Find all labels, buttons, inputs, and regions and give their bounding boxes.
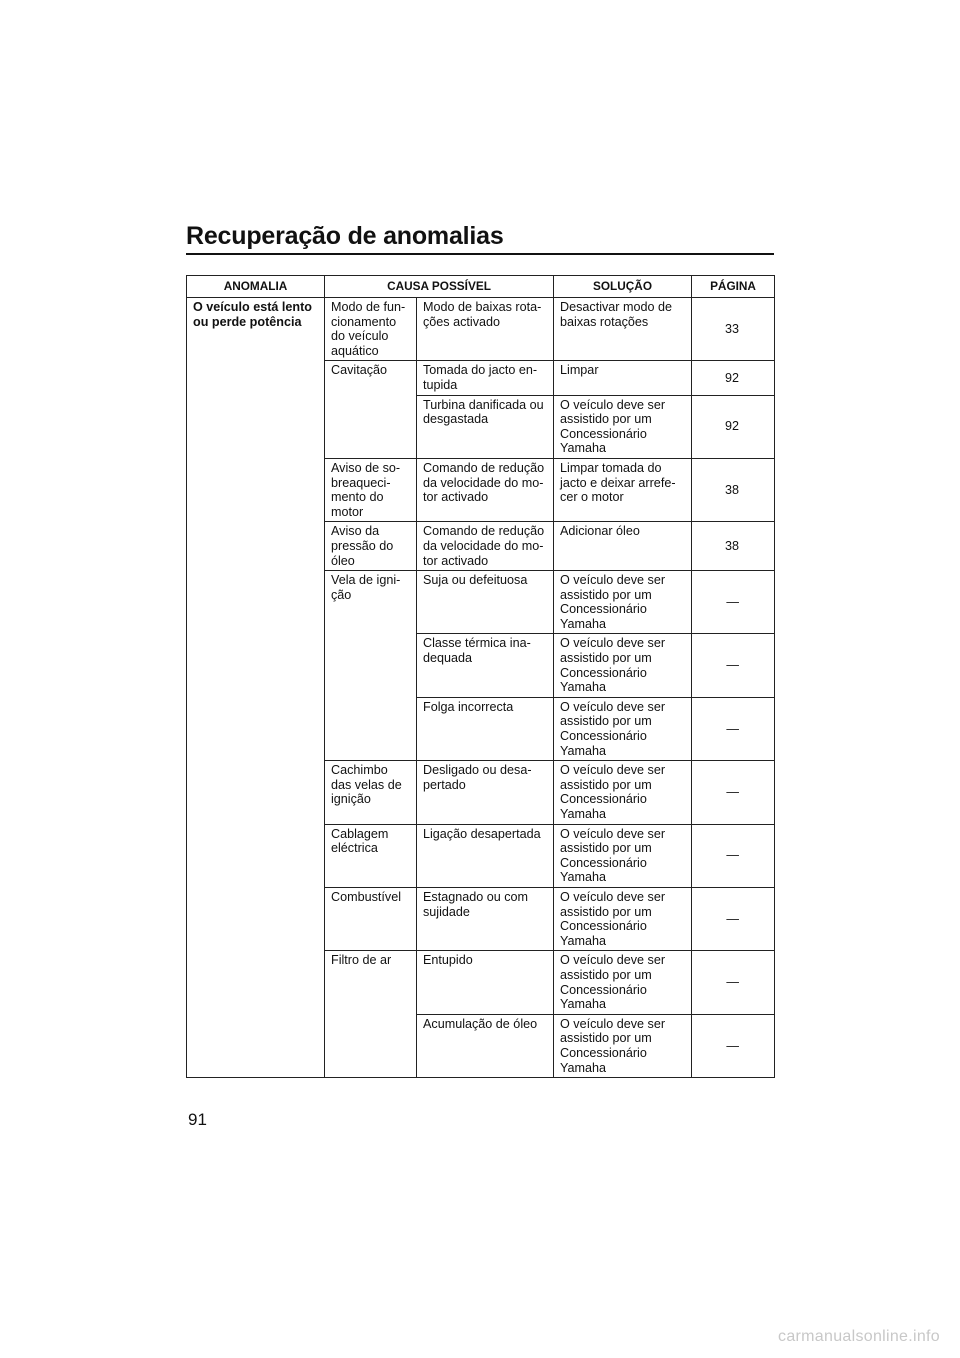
cause-cell: Combustível [325,887,417,950]
page-ref-cell: — [692,951,775,1014]
solution-cell: O veículo deve ser assistido por um Concessionário Yamaha [554,634,692,697]
cause-cell: Cavitação [325,361,417,459]
page-ref-cell: — [692,697,775,760]
page-ref-cell: — [692,634,775,697]
solution-cell: O veículo deve ser assistido por um Concessionário Yamaha [554,761,692,824]
page-ref-cell: 92 [692,361,775,395]
page-ref-cell: 92 [692,395,775,458]
cause-cell: Cablagem eléctrica [325,824,417,887]
page-ref-cell: — [692,761,775,824]
cause-detail-cell: Desligado ou desa- pertado [417,761,554,824]
solution-cell: O veículo deve ser assistido por um Concessionário Yamaha [554,697,692,760]
troubleshooting-table [186,275,775,1078]
solution-cell: O veículo deve ser assistido por um Concessionário Yamaha [554,824,692,887]
page-ref-cell: — [692,824,775,887]
header-causa-possivel: CAUSA POSSÍVEL [325,276,554,298]
page-ref-cell: 38 [692,522,775,571]
cause-detail-cell: Comando de redução da velocidade do mo- tor activado [417,522,554,571]
cause-detail-cell: Modo de baixas rota- ções activado [417,298,554,361]
cause-detail-cell: Acumulação de óleo [417,1014,554,1077]
cause-cell: Cachimbo das velas de ignição [325,761,417,824]
cause-detail-cell: Estagnado ou com sujidade [417,887,554,950]
solution-cell: Desactivar modo de baixas rotações [554,298,692,361]
page-ref-cell: — [692,1014,775,1077]
watermark: carmanualsonline.info [778,1328,940,1345]
page-ref-cell: — [692,887,775,950]
cause-cell: Vela de igni- ção [325,571,417,761]
cause-detail-cell: Entupido [417,951,554,1014]
header-pagina: PÁGINA [692,276,775,298]
cause-cell: Aviso de so- breaqueci- mento do motor [325,458,417,521]
page-ref-cell: 38 [692,458,775,521]
solution-cell: O veículo deve ser assistido por um Concessionário Yamaha [554,571,692,634]
solution-cell: O veículo deve ser assistido por um Concessionário Yamaha [554,887,692,950]
solution-cell: Limpar [554,361,692,395]
header-anomalia: ANOMALIA [187,276,325,298]
cause-cell: Aviso da pressão do óleo [325,522,417,571]
page-number: 91 [188,1110,207,1129]
table-body [187,298,775,1078]
solution-cell: Adicionar óleo [554,522,692,571]
header-solucao: SOLUÇÃO [554,276,692,298]
cause-detail-cell: Turbina danificada ou desgastada [417,395,554,458]
cause-cell: Modo de fun- cionamento do veículo aquático [325,298,417,361]
anomaly-cell: O veículo está lento ou perde potência [187,298,325,1078]
cause-detail-cell: Tomada do jacto en- tupida [417,361,554,395]
title-divider [186,253,774,255]
cause-detail-cell: Ligação desapertada [417,824,554,887]
page-title: Recuperação de anomalias [186,222,504,250]
table-header-row [187,276,775,298]
cause-detail-cell: Suja ou defeituosa [417,571,554,634]
solution-cell: O veículo deve ser assistido por um Concessionário Yamaha [554,1014,692,1077]
solution-cell: O veículo deve ser assistido por um Concessionário Yamaha [554,951,692,1014]
cause-detail-cell: Classe térmica ina- dequada [417,634,554,697]
solution-cell: Limpar tomada do jacto e deixar arrefe- cer o motor [554,458,692,521]
table-row [187,298,775,361]
cause-cell: Filtro de ar [325,951,417,1078]
solution-cell: O veículo deve ser assistido por um Concessionário Yamaha [554,395,692,458]
page-ref-cell: 33 [692,298,775,361]
page-ref-cell: — [692,571,775,634]
cause-detail-cell: Folga incorrecta [417,697,554,760]
cause-detail-cell: Comando de redução da velocidade do mo- tor activado [417,458,554,521]
